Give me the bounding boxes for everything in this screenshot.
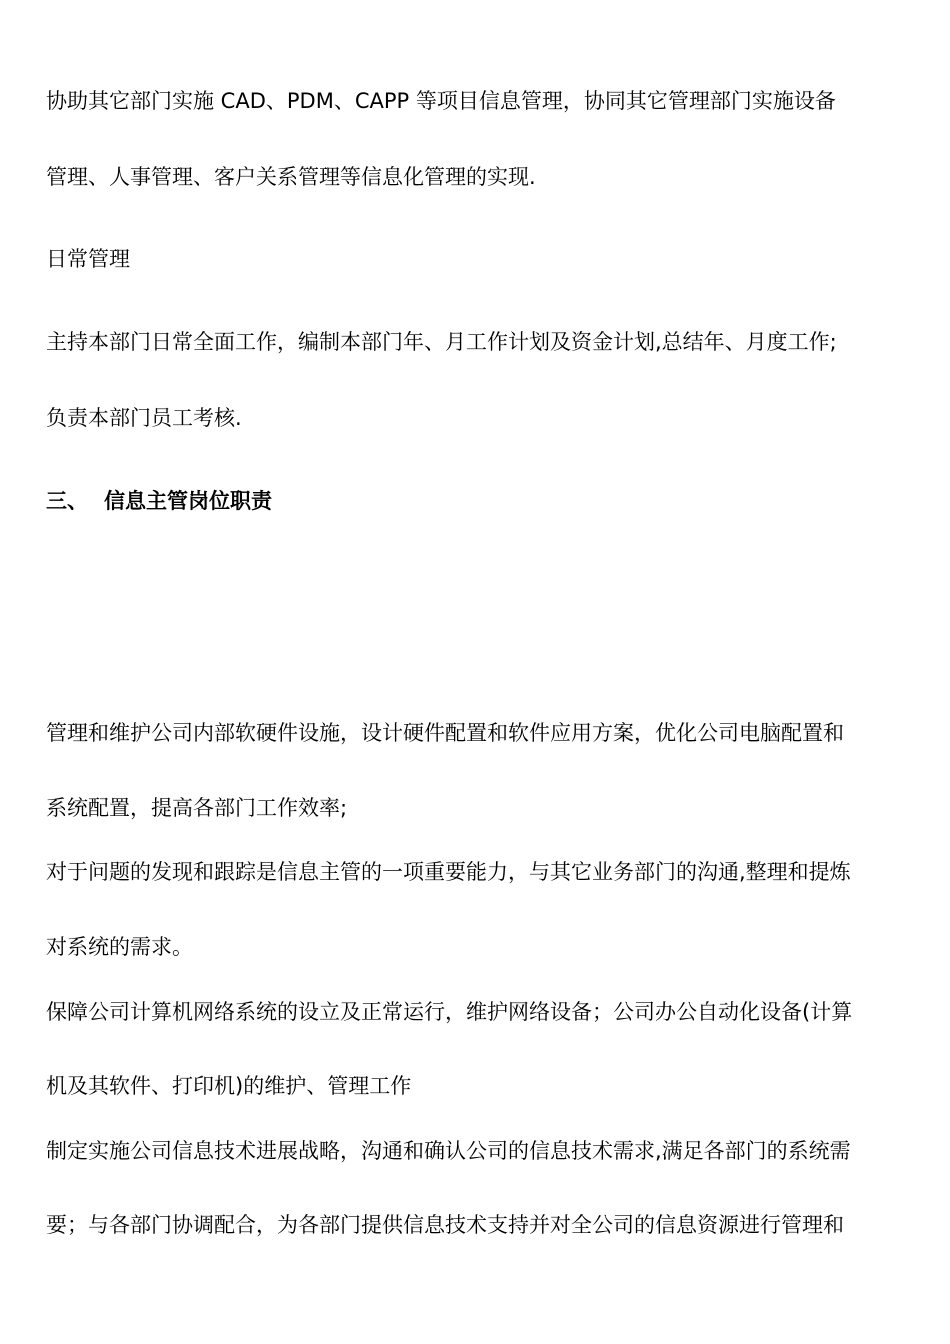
duty-line: 对于问题的发现和跟踪是信息主管的一项重要能力，与其它业务部门的沟通,整理和提炼 xyxy=(46,860,851,884)
section-title: 信息主管岗位职责 xyxy=(104,489,272,513)
duty-line: 系统配置，提高各部门工作效率; xyxy=(46,796,348,820)
paragraph-line: 协助其它部门实施 CAD、PDM、CAPP 等项目信息管理，协同其它管理部门实施设备 xyxy=(46,89,836,113)
duty-line: 保障公司计算机网络系统的设立及正常运行，维护网络设备；公司办公自动化设备(计算 xyxy=(46,1000,853,1024)
subsection-title: 日常管理 xyxy=(46,247,130,271)
duty-line: 机及其软件、打印机)的维护、管理工作 xyxy=(46,1074,412,1098)
section-number: 三、 xyxy=(46,489,88,513)
section-heading xyxy=(46,486,908,516)
duty-line: 对系统的需求。 xyxy=(46,935,193,959)
paragraph-line: 负责本部门员工考核. xyxy=(46,406,242,430)
paragraph-line: 管理、人事管理、客户关系管理等信息化管理的实现. xyxy=(46,165,536,189)
paragraph-line: 主持本部门日常全面工作，编制本部门年、月工作计划及资金计划,总结年、月度工作; xyxy=(46,330,837,354)
duty-line: 制定实施公司信息技术进展战略，沟通和确认公司的信息技术需求,满足各部门的系统需 xyxy=(46,1139,851,1163)
duty-line: 要；与各部门协调配合，为各部门提供信息技术支持并对全公司的信息资源进行管理和 xyxy=(46,1213,844,1237)
duty-line: 管理和维护公司内部软硬件设施，设计硬件配置和软件应用方案，优化公司电脑配置和 xyxy=(46,721,844,745)
